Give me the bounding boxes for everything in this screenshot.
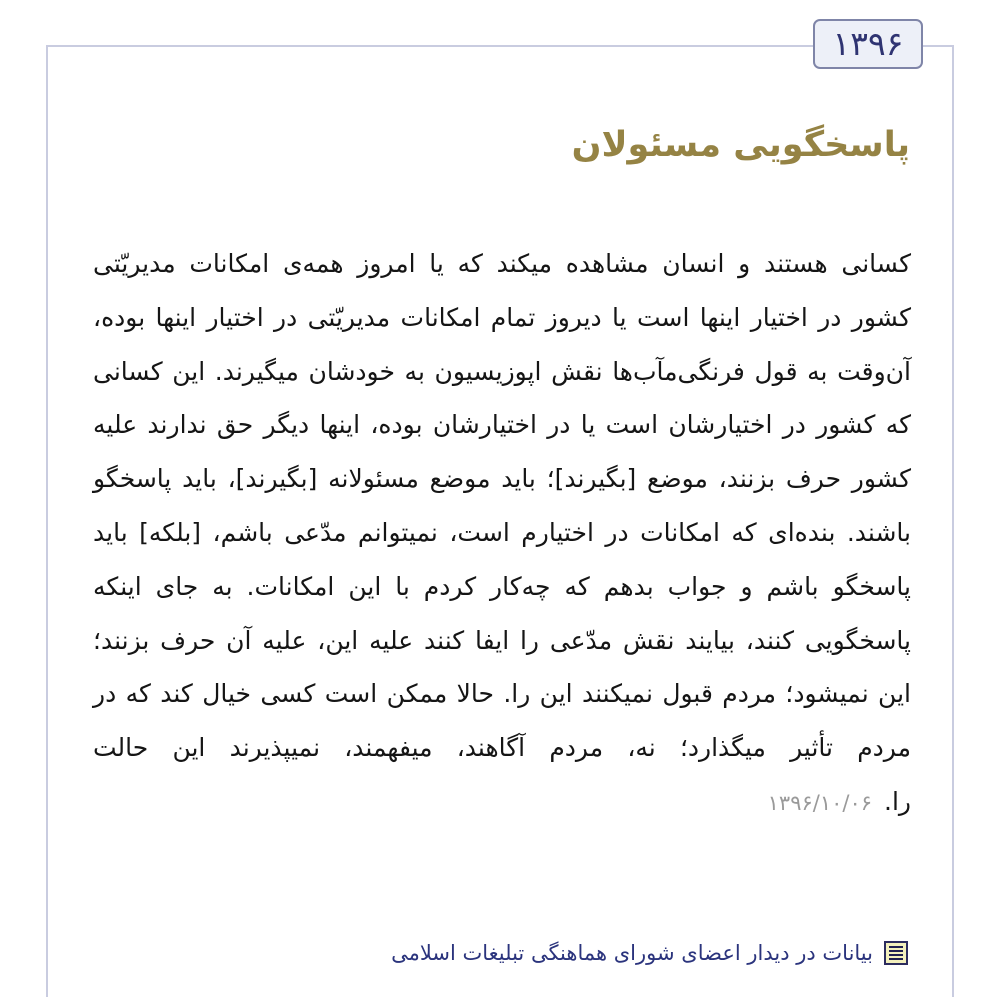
- quote-body: [93, 237, 911, 831]
- quote-title: پاسخگویی مسئولان: [571, 125, 910, 166]
- year-badge: ۱۳۹۶: [813, 19, 923, 69]
- quote-date: ۱۳۹۶/۱۰/۰۶: [767, 790, 873, 815]
- document-icon: [882, 939, 910, 967]
- source-link[interactable]: بیانات در دیدار اعضای شورای هماهنگی تبلیغات اسلامی: [391, 941, 873, 965]
- source-link-row[interactable]: [391, 937, 910, 969]
- quote-text: کسانی هستند و انسان مشاهده میکند که یا امروز همه‌ی امکانات مدیریّتی کشور در اختیار اینها است یا دیروز تمام امکانات مدیریّتی در اختیار اینها بوده، آن‌وقت به قول فرنگی‌مآب‌ها نقش اپوزیسیون به خودشان میگیرند. این کسانی که کشور در اختیارشان است یا در اختیارشان بوده، اینها دیگر حق ندارند علیه کشور حرف بزنند، موضع [بگیرند]؛ باید موضع مسئولانه [بگیرند]، باید پاسخگو باشند. بنده‌ای که امکانات در اختیارم است، نمیتوانم مدّعی باشم، [بلکه] باید پاسخگو باشم و جواب بدهم که چه‌کار کردم با این امکانات. به جای اینکه پاسخگویی کنند، بیایند نقش مدّعی را ایفا کنند علیه این، علیه آن حرف بزنند؛ این نمیشود؛ مردم قبول نمیکنند این را. حالا ممکن است کسی خیال کند که در مردم تأثیر میگذارد؛ نه، مردم آگاهند، میفهمند، نمیپذیرند این حالت را.: [93, 249, 911, 816]
